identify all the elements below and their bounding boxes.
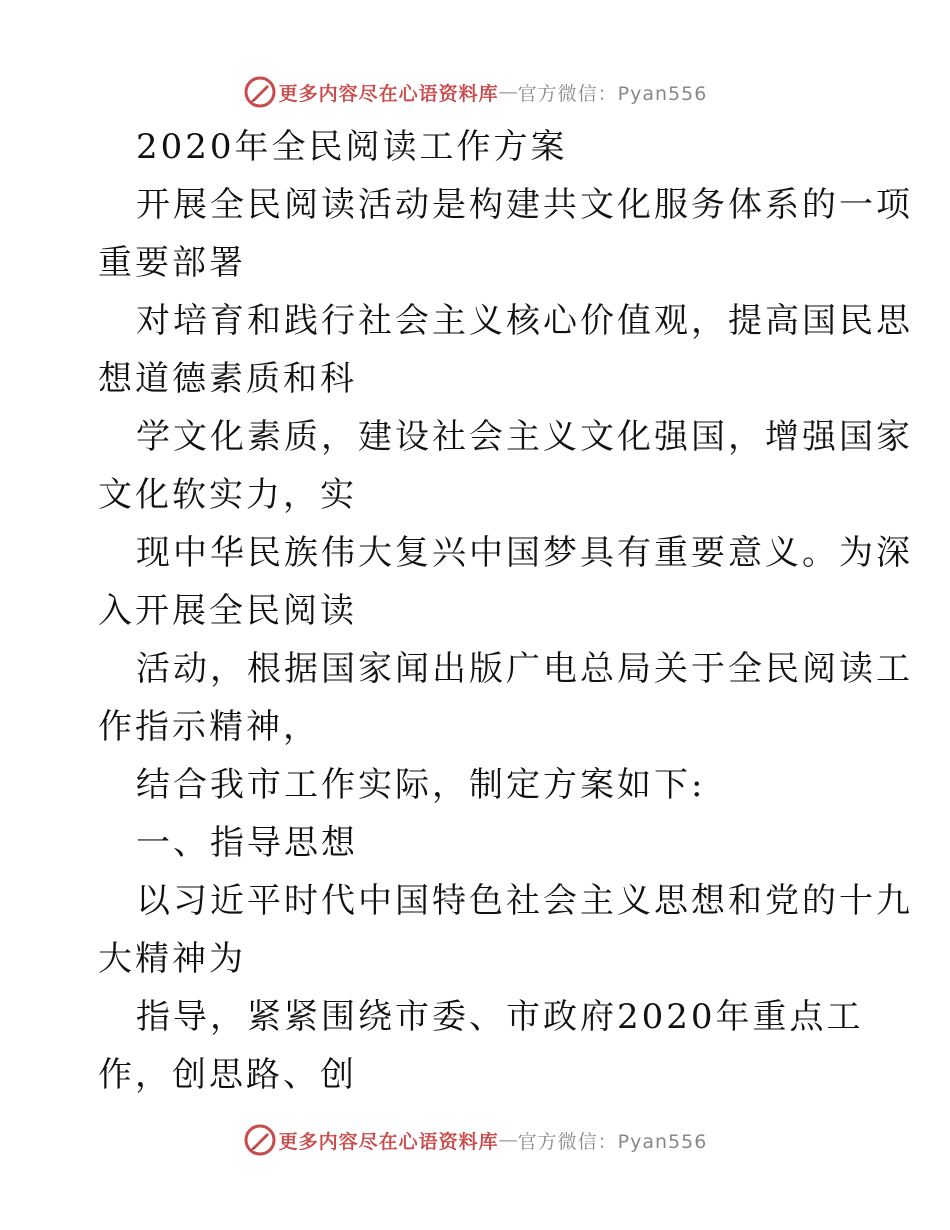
banner-wechat-text: 官方微信：Pyan556 [517,82,708,105]
paragraph-line: 大精神为 [98,939,246,979]
paragraph-line: 重要部署 [98,243,246,283]
paragraph-line: 结合我市工作实际，制定方案如下: [136,765,706,805]
paragraph-line: 以习近平时代中国特色社会主义思想和党的十九 [136,881,913,921]
paragraph-line: 作，创思路、创 [98,1055,357,1095]
paragraph-line: 指导，紧紧围绕市委、市政府2020年重点工 [136,997,864,1037]
paragraph-line: 想道德素质和科 [98,359,357,399]
banner-separator: — [498,81,518,103]
section-heading: 一、指导思想 [136,823,358,863]
banner-wechat-text: 官方微信：Pyan556 [517,1130,708,1153]
document-title: 2020年全民阅读工作方案 [136,127,568,167]
paragraph-line: 活动，根据国家闻出版广电总局关于全民阅读工 [136,649,913,689]
paragraph-line: 现中华民族伟大复兴中国梦具有重要意义。为深 [136,533,913,573]
quill-logo-icon [243,75,277,109]
paragraph-line: 文化软实力，实 [98,475,357,515]
header-banner [0,70,950,114]
document-body [98,118,913,1104]
banner-separator: — [498,1129,518,1151]
paragraph-line: 学文化素质，建设社会主义文化强国，增强国家 [136,417,913,457]
paragraph-line: 入开展全民阅读 [98,591,357,631]
banner-site-text: 更多内容尽在心语资料库 [278,82,499,105]
paragraph-line: 对培育和践行社会主义核心价值观，提高国民思 [136,301,913,341]
quill-logo-icon [243,1123,277,1157]
paragraph-line: 开展全民阅读活动是构建共文化服务体系的一项 [136,185,913,225]
footer-banner [0,1118,950,1162]
paragraph-line: 作指示精神， [98,707,320,747]
banner-site-text: 更多内容尽在心语资料库 [278,1130,499,1153]
